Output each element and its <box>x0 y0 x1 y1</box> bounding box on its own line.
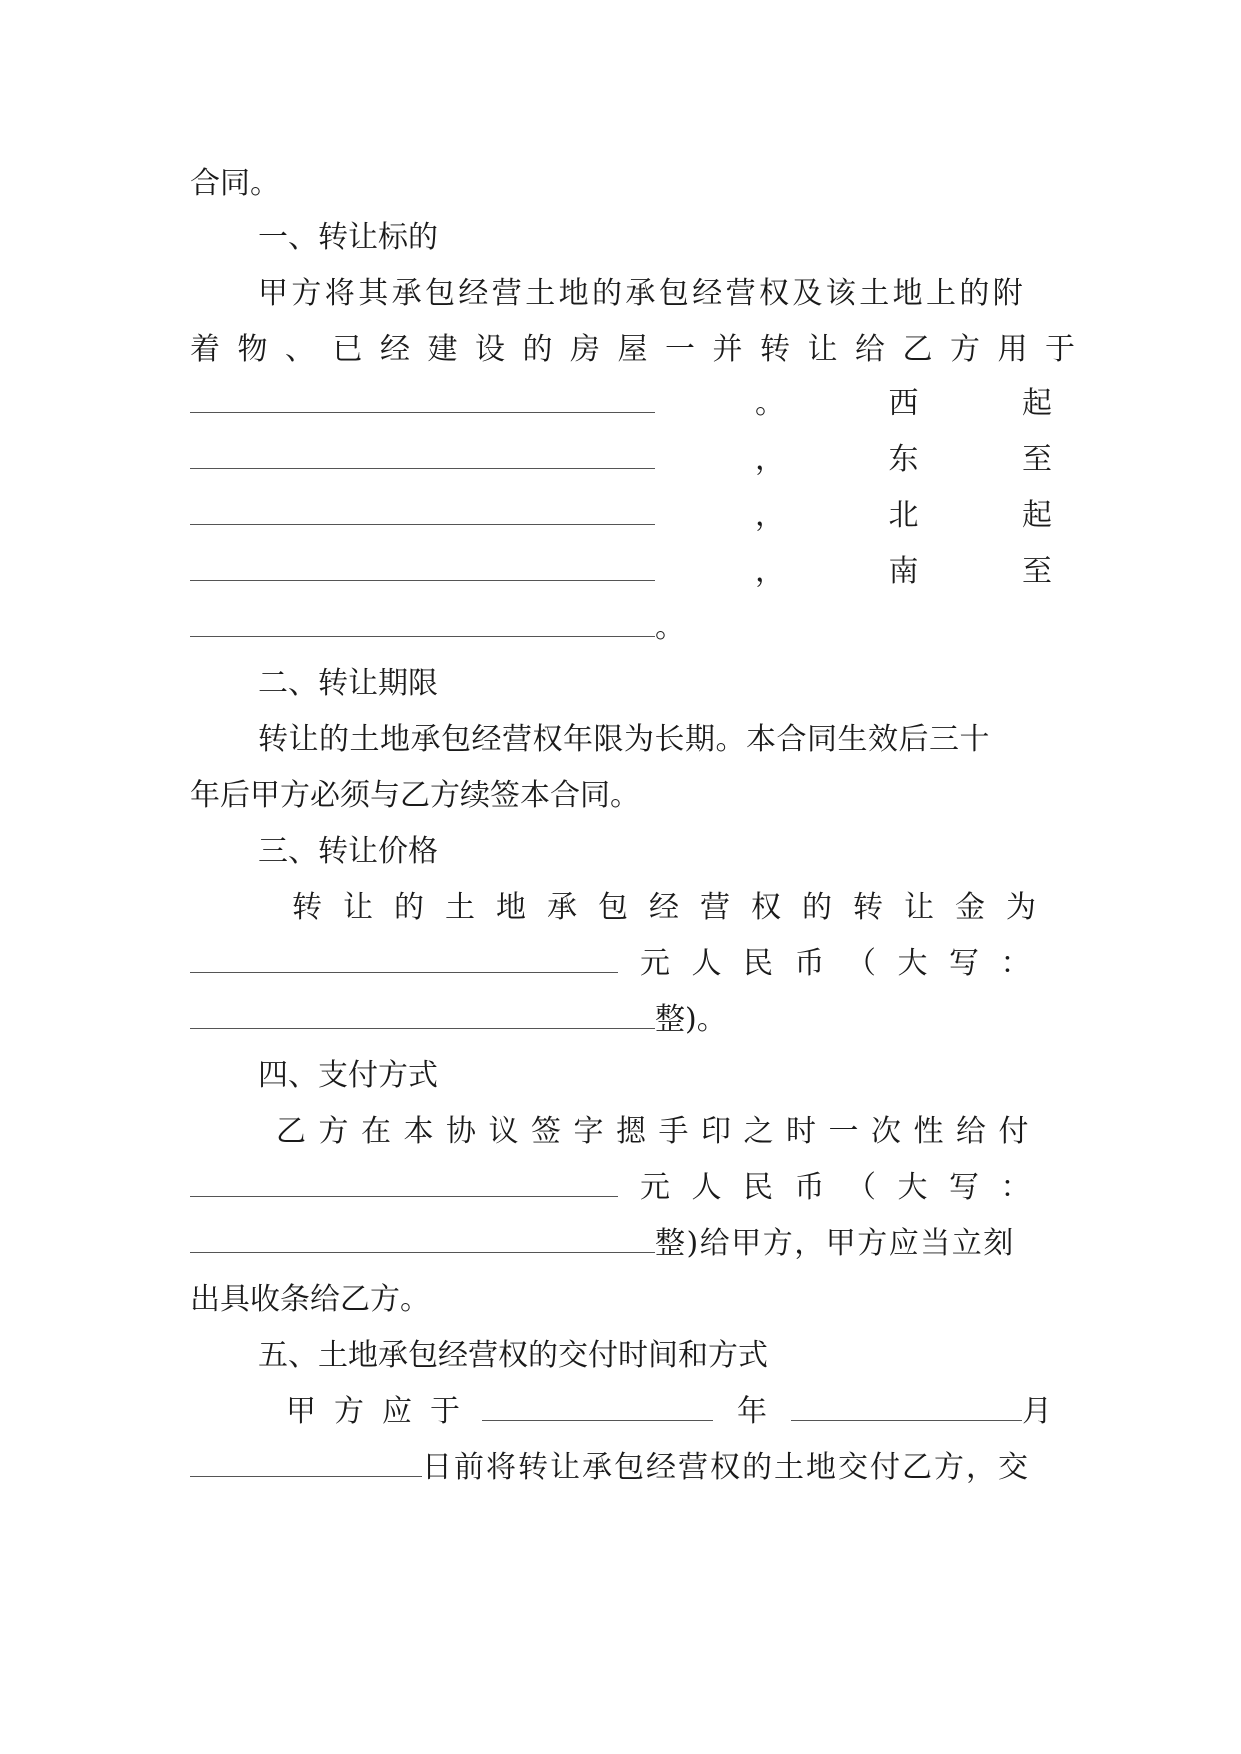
delivery-day-row <box>190 1448 1052 1488</box>
paragraph-line: 年后甲方必须与乙方续签本合同。 <box>190 778 640 813</box>
justified-text: 转让的土地承包经营权年限为长期。本合同生效后三十 <box>258 722 990 757</box>
direction-verb: 至 <box>1022 442 1052 477</box>
punctuation: ， <box>755 554 785 589</box>
blank-line <box>190 1170 618 1197</box>
blank-line <box>190 386 655 413</box>
blank-line <box>190 946 618 973</box>
blank-line <box>482 1394 713 1421</box>
boundary-row-east <box>190 440 1052 480</box>
paragraph-line: 乙方在本协议签字摁手印之时一次性给付 <box>276 1114 1041 1149</box>
closing-text: 整)给甲方，甲方应当立刻 <box>655 1226 1015 1261</box>
direction-verb: 起 <box>1022 498 1052 533</box>
currency-text: 元人民币（大写： <box>640 1170 1052 1205</box>
year-label: 年 <box>737 1394 767 1429</box>
paragraph-line <box>258 720 1052 760</box>
blank-line <box>791 1394 1022 1421</box>
text-line: 合同。 <box>190 166 280 201</box>
paragraph-line: 出具收条给乙方。 <box>190 1282 430 1317</box>
punctuation: 。 <box>655 610 685 645</box>
paragraph-line: 转让的土地承包经营权的转让金为 <box>292 890 1057 925</box>
direction-verb: 起 <box>1022 386 1052 421</box>
blank-line <box>190 498 655 525</box>
direction-label: 西 <box>888 386 919 421</box>
blank-line <box>190 554 655 581</box>
blank-line <box>190 1450 422 1477</box>
section-heading-5: 五、土地承包经营权的交付时间和方式 <box>258 1338 768 1373</box>
boundary-row-west <box>190 384 1052 424</box>
blank-line <box>190 442 655 469</box>
blank-line <box>190 610 655 637</box>
price-uppercase-row <box>190 1000 1052 1040</box>
delivery-text: 甲方应于 <box>286 1394 478 1429</box>
payment-amount-row <box>190 1168 1052 1208</box>
punctuation: ， <box>755 442 785 477</box>
boundary-row-north <box>190 496 1052 536</box>
direction-label: 南 <box>888 554 919 589</box>
direction-verb: 至 <box>1022 554 1052 589</box>
direction-label: 东 <box>888 442 919 477</box>
punctuation: ， <box>755 498 785 533</box>
punctuation: 。 <box>755 386 785 421</box>
blank-line <box>190 1226 655 1253</box>
section-heading-4: 四、支付方式 <box>258 1058 438 1093</box>
paragraph-line: 着物、已经建设的房屋一并转让给乙方用于 <box>190 332 1093 367</box>
delivery-text: 日前将转让承包经营权的土地交付乙方，交 <box>422 1450 1030 1485</box>
delivery-date-row <box>286 1392 1052 1432</box>
justified-text: 甲方将其承包经营土地的承包经营权及该土地上的附 <box>258 276 1027 311</box>
currency-text: 元人民币（大写： <box>640 946 1052 981</box>
boundary-row-south <box>190 552 1052 592</box>
direction-label: 北 <box>888 498 919 533</box>
blank-line <box>190 1002 655 1029</box>
month-label: 月 <box>1022 1394 1052 1429</box>
section-heading-1: 一、转让标的 <box>258 220 438 255</box>
section-heading-3: 三、转让价格 <box>258 834 438 869</box>
price-amount-row <box>190 944 1052 984</box>
payment-uppercase-row <box>190 1224 1052 1264</box>
closing-text: 整)。 <box>655 1002 727 1037</box>
paragraph-line <box>258 274 1052 314</box>
boundary-row-end <box>190 608 1052 648</box>
section-heading-2: 二、转让期限 <box>258 666 438 701</box>
